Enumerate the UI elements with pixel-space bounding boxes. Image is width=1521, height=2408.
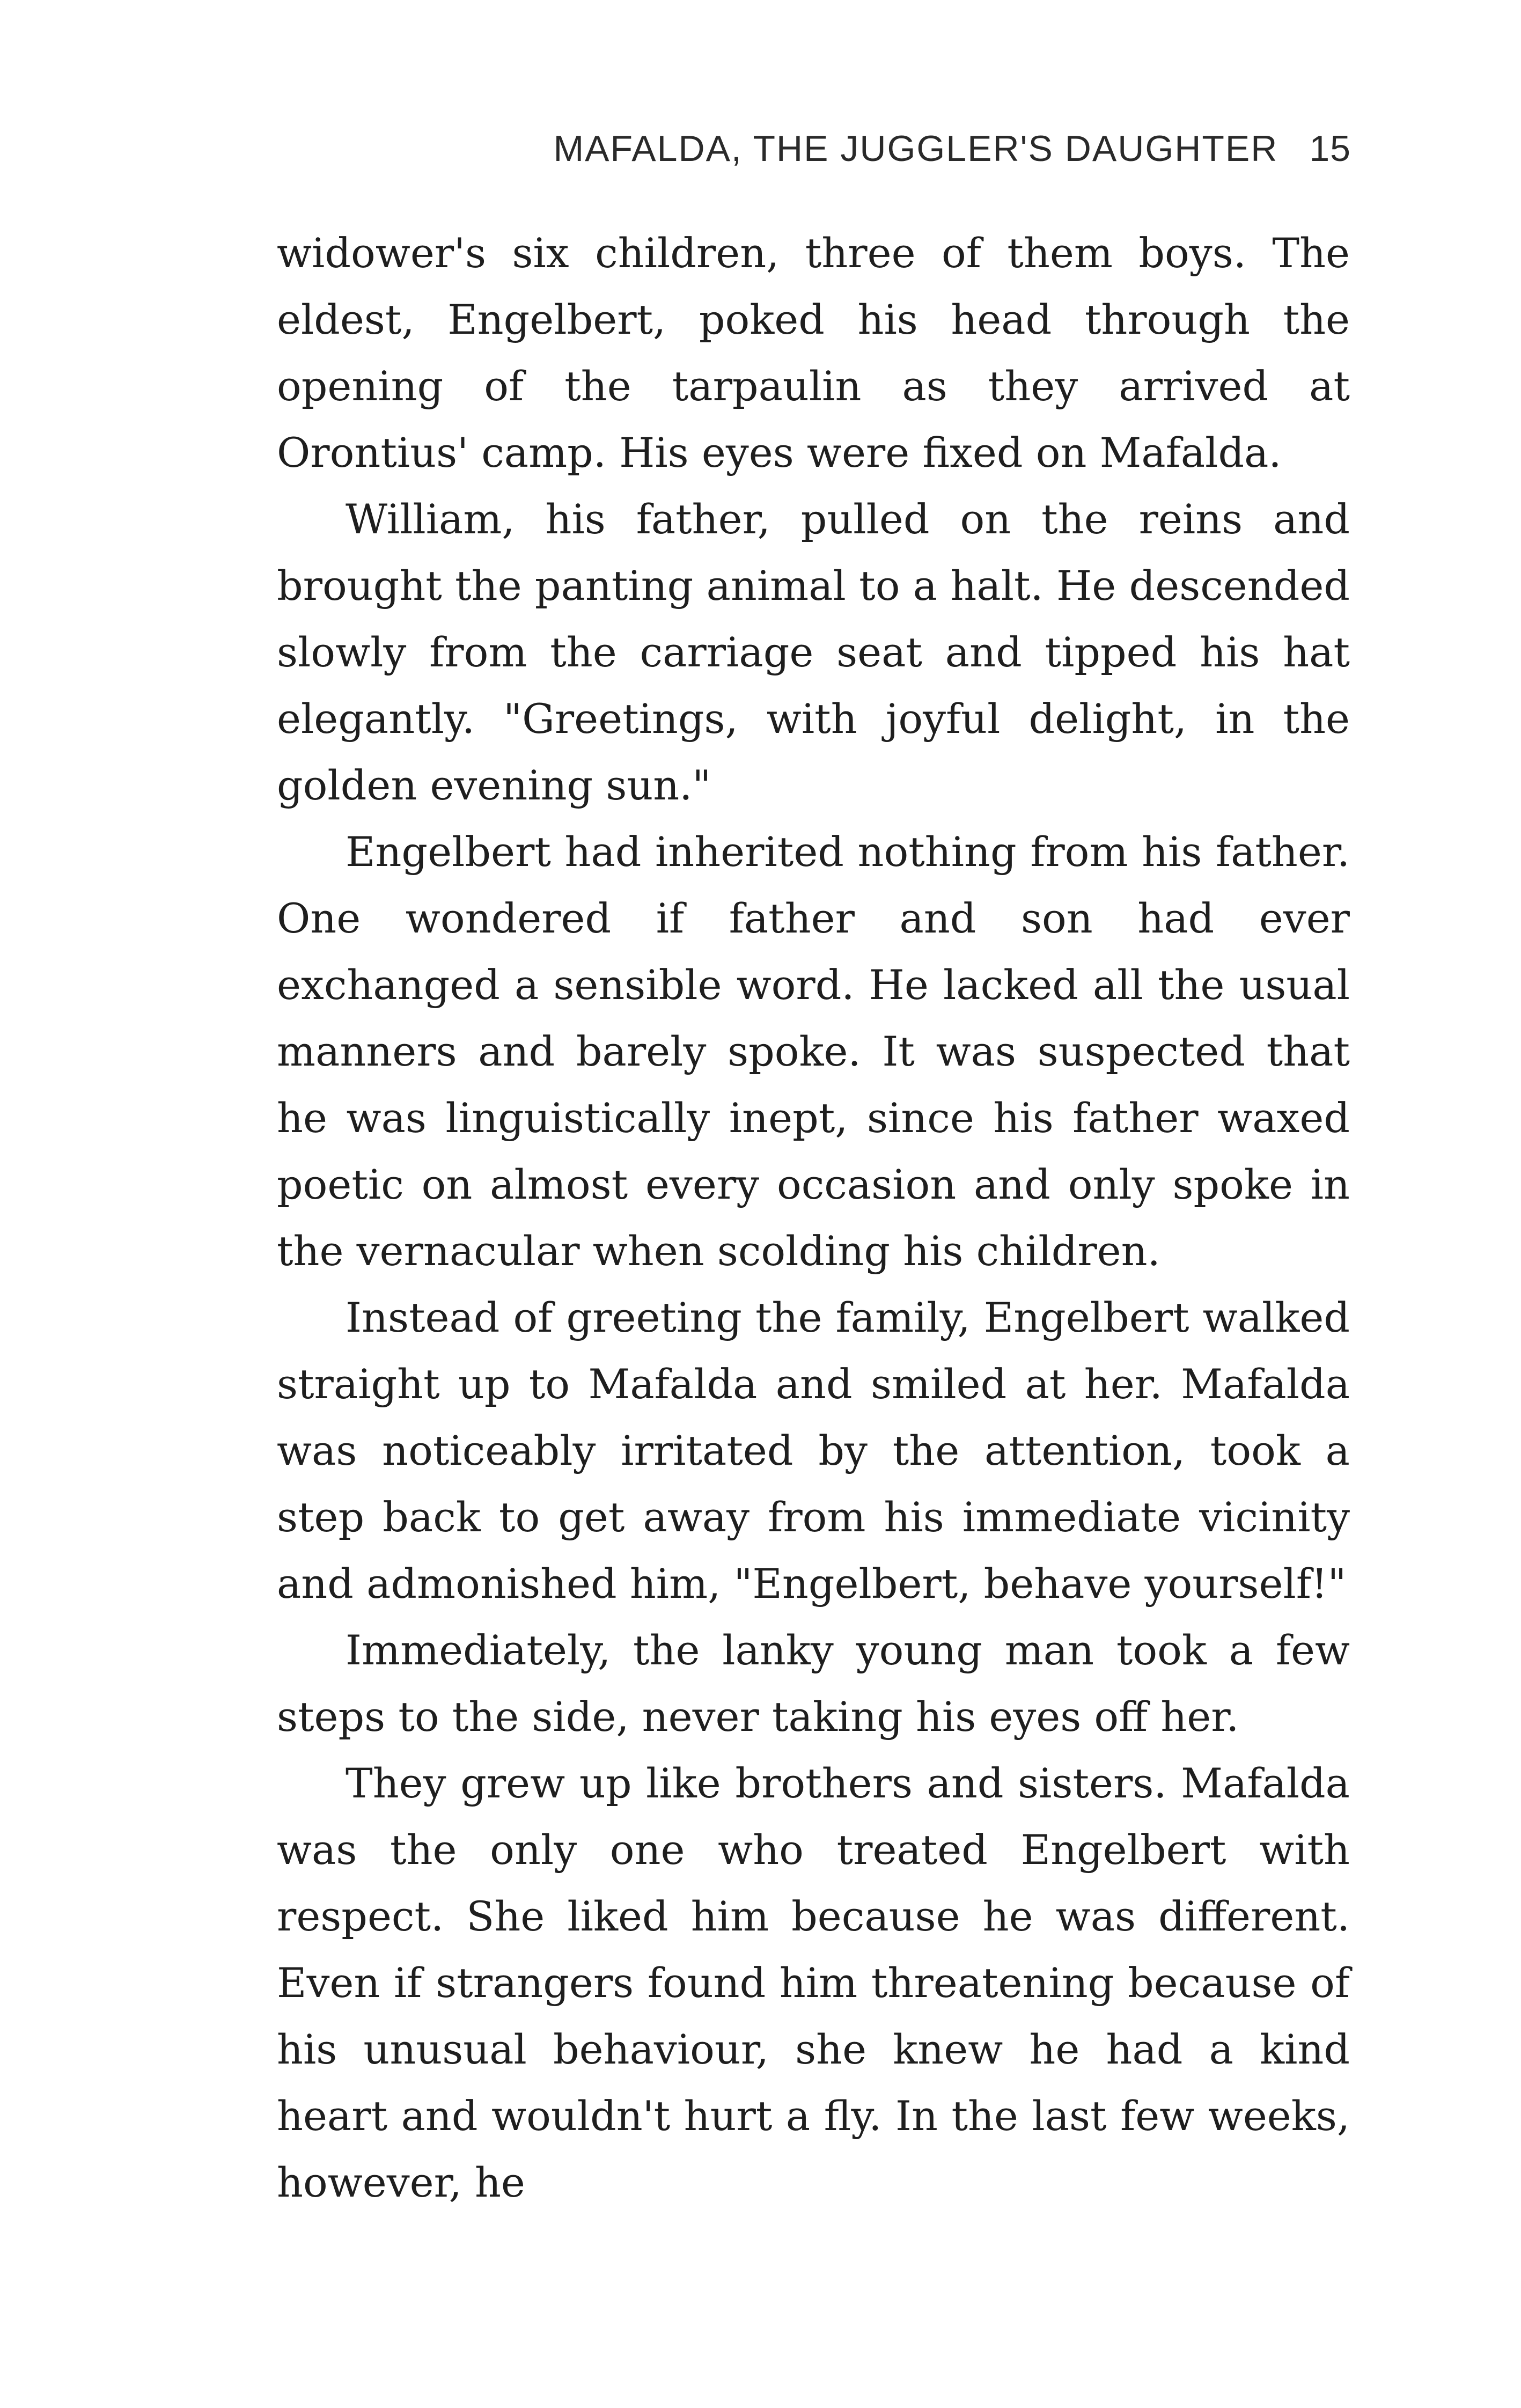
page-number: 15: [1309, 128, 1351, 169]
paragraph: They grew up like brothers and sisters. Mafalda was the only one who treated Engelbert with respect. She liked him because he was different. Even if strangers found him threatening because of his unusual behaviour, she knew he had a kind heart and wouldn't hurt a fly. In the last few weeks, however, he: [277, 1759, 1350, 2206]
page-body: [277, 220, 1350, 2216]
paragraph: Engelbert had inherited nothing from his father. One wondered if father and son had ever exchanged a sensible word. He lacked all the usual manners and barely spoke. It was suspected that he was linguistically inept, since his father waxed poetic on almost every occasion and only spoke in the vernacular when scolding his children.: [277, 828, 1350, 1275]
paragraph: William, his father, pulled on the reins and brought the panting animal to a halt. He descended slowly from the carriage seat and tipped his hat elegantly. "Greetings, with joyful delight, in the golden evening sun.": [277, 495, 1350, 809]
paragraph: Instead of greeting the family, Engelbert walked straight up to Mafalda and smiled at her. Mafalda was noticeably irritated by the attention, took a step back to get away from his immediate vicinity and admonished him, "Engelbert, behave yourself!": [277, 1294, 1350, 1607]
running-title: MAFALDA, THE JUGGLER'S DAUGHTER: [553, 128, 1278, 169]
paragraph: Immediately, the lanky young man took a few steps to the side, never taking his eyes off her.: [277, 1626, 1350, 1741]
paragraph-continued: widower's six children, three of them boys. The eldest, Engelbert, poked his head through the opening of the tarpaulin as they arrived at Orontius' camp. His eyes were fixed on Mafalda.: [277, 229, 1350, 476]
running-header: [554, 128, 1351, 170]
